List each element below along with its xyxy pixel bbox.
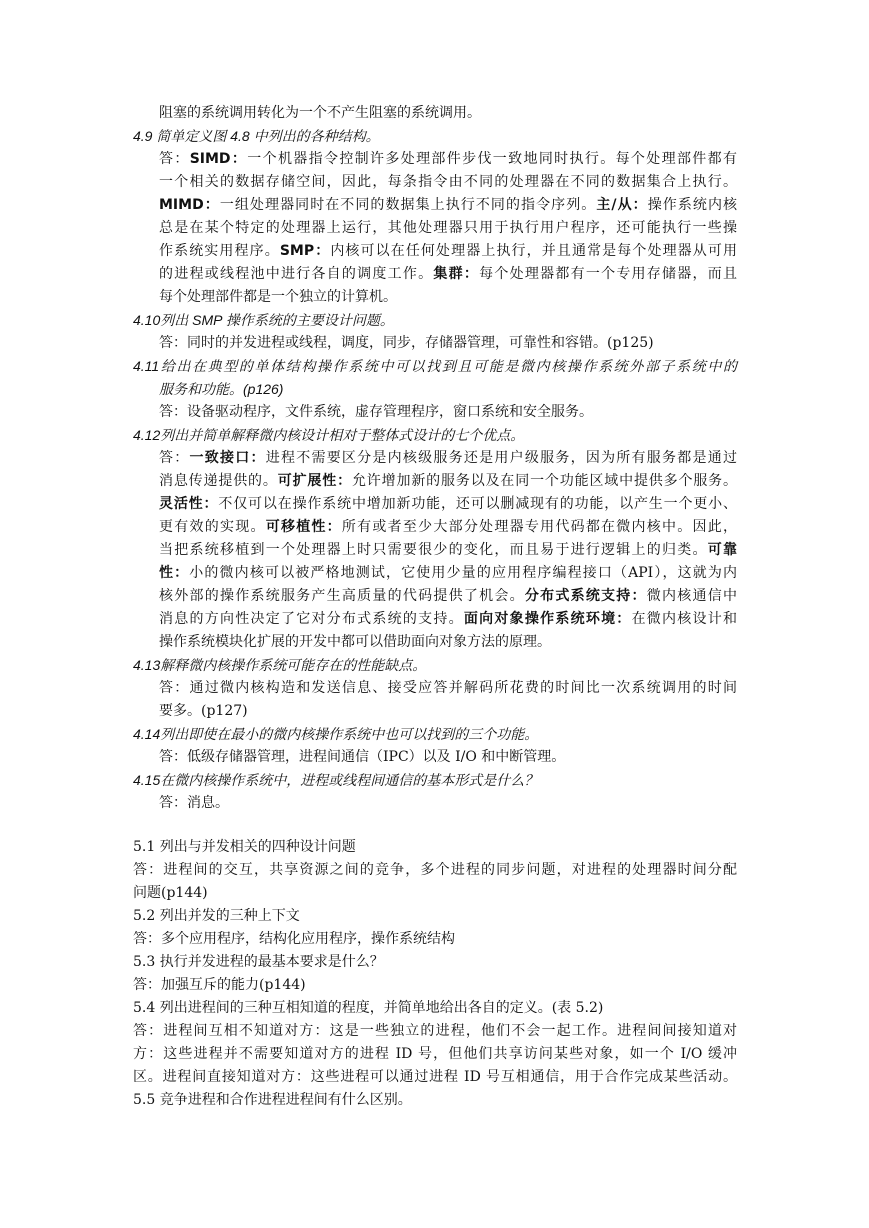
answer-line: 操作系统模块化扩展的开发中都可以借助面向对象方法的原理。 xyxy=(159,634,551,650)
question-5-1: 5.1 列出与并发相关的四种设计问题 xyxy=(133,839,356,855)
question-5-3: 5.3 执行并发进程的最基本要求是什么？ xyxy=(133,954,384,970)
answer-line: 答：同时的并发进程或线程，调度，同步，存储器管理，可靠性和容错。(p125) xyxy=(159,335,654,351)
answer-line: 答：进程间互相不知道对方：这是一些独立的进程，他们不会一起工作。进程间间接知道对 xyxy=(133,1023,737,1039)
answer-line: 答：加强互斥的能力(p144) xyxy=(133,977,306,993)
question-5-5: 5.5 竞争进程和合作进程进程间有什么区别。 xyxy=(133,1092,412,1108)
question-4-14: 4.14列出即使在最小的微内核操作系统中也可以找到的三个功能。 xyxy=(133,726,539,742)
answer-line: 总是在某个特定的处理器上运行，其他处理器只用于执行用户程序，还可能执行一些操 xyxy=(159,220,737,236)
answer-line: 答：低级存储器管理，进程间通信（IPC）以及 I/O 和中断管理。 xyxy=(159,749,566,765)
question-5-2: 5.2 列出并发的三种上下文 xyxy=(133,908,300,924)
answer-line: 性：小的微内核可以被严格地测试，它使用少量的应用程序编程接口（API），这就为内 xyxy=(159,565,738,581)
answer-line: 答：进程间的交互，共享资源之间的竞争，多个进程的同步问题，对进程的处理器时间分配 xyxy=(133,862,737,878)
answer-line: 消息的方向性决定了它对分布式系统的支持。面向对象操作系统环境：在微内核设计和 xyxy=(159,611,738,627)
answer-line: 答：设备驱动程序，文件系统，虚存管理程序，窗口系统和安全服务。 xyxy=(159,404,593,420)
answer-line: 一个相关的数据存储空间，因此，每条指令由不同的处理器在不同的数据集合上执行。 xyxy=(159,174,737,190)
answer-line: 当把系统移植到一个处理器上时只需要很少的变化，而且易于进行逻辑上的归类。可靠 xyxy=(159,542,738,558)
answer-line: 灵活性：不仅可以在操作系统中增加新功能，还可以删减现有的功能，以产生一个更小、 xyxy=(159,496,738,512)
question-4-13: 4.13解释微内核操作系统可能存在的性能缺点。 xyxy=(133,657,427,673)
answer-line: 方：这些进程并不需要知道对方的进程 ID 号，但他们共享访问某些对象，如一个 I/O 缓冲 xyxy=(133,1046,737,1062)
answer-line: 核外部的操作系统服务产生高质量的代码提供了机会。分布式系统支持：微内核通信中 xyxy=(159,588,738,604)
answer-line: 要多。(p127) xyxy=(159,703,248,719)
answer-line: MIMD：一组处理器同时在不同的数据集上执行不同的指令序列。主/从：操作系统内核 xyxy=(159,197,738,213)
answer-line: 区。进程间直接知道对方：这些进程可以通过进程 ID 号互相通信，用于合作完成某些活动。 xyxy=(133,1069,737,1085)
text-line: 阻塞的系统调用转化为一个不产生阻塞的系统调用。 xyxy=(159,105,481,121)
question-4-12: 4.12列出并简单解释微内核设计相对于整体式设计的七个优点。 xyxy=(133,427,525,443)
question-5-4: 5.4 列出进程间的三种互相知道的程度，并简单地给出各自的定义。(表 5.2) xyxy=(133,1000,604,1016)
answer-line: 作系统实用程序。SMP：内核可以在任何处理器上执行，并且通常是每个处理器从可用 xyxy=(159,243,737,259)
answer-line: 答：多个应用程序，结构化应用程序，操作系统结构 xyxy=(133,931,455,947)
question-4-10: 4.10列出 SMP 操作系统的主要设计问题。 xyxy=(133,312,394,328)
question-4-9: 4.9 简单定义图 4.8 中列出的各种结构。 xyxy=(133,128,380,144)
question-4-15: 4.15在微内核操作系统中，进程或线程间通信的基本形式是什么？ xyxy=(133,772,539,788)
answer-line: 答：一致接口：进程不需要区分是内核级服务还是用户级服务，因为所有服务都是通过 xyxy=(159,450,738,466)
answer-line: 更有效的实现。可移植性：所有或者至少大部分处理器专用代码都在微内核中。因此， xyxy=(159,519,738,535)
question-4-11: 4.11给出在典型的单体结构操作系统中可以找到且可能是微内核操作系统外部子系统中的 xyxy=(133,358,737,374)
question-4-11-cont: 服务和功能。(p126) xyxy=(159,381,284,397)
answer-line: 答：消息。 xyxy=(159,795,229,811)
answer-line: 每个处理部件都是一个独立的计算机。 xyxy=(159,289,397,305)
answer-line: 消息传递提供的。可扩展性：允许增加新的服务以及在同一个功能区域中提供多个服务。 xyxy=(159,473,738,489)
answer-line: 的进程或线程池中进行各自的调度工作。集群：每个处理器都有一个专用存储器，而且 xyxy=(159,266,738,282)
answer-line: 问题(p144) xyxy=(133,885,208,901)
answer-line: 答：通过微内核构造和发送信息、接受应答并解码所花费的时间比一次系统调用的时间 xyxy=(159,680,737,696)
answer-line: 答：SIMD：一个机器指令控制许多处理部件步伐一致地同时执行。每个处理部件都有 xyxy=(159,151,738,167)
